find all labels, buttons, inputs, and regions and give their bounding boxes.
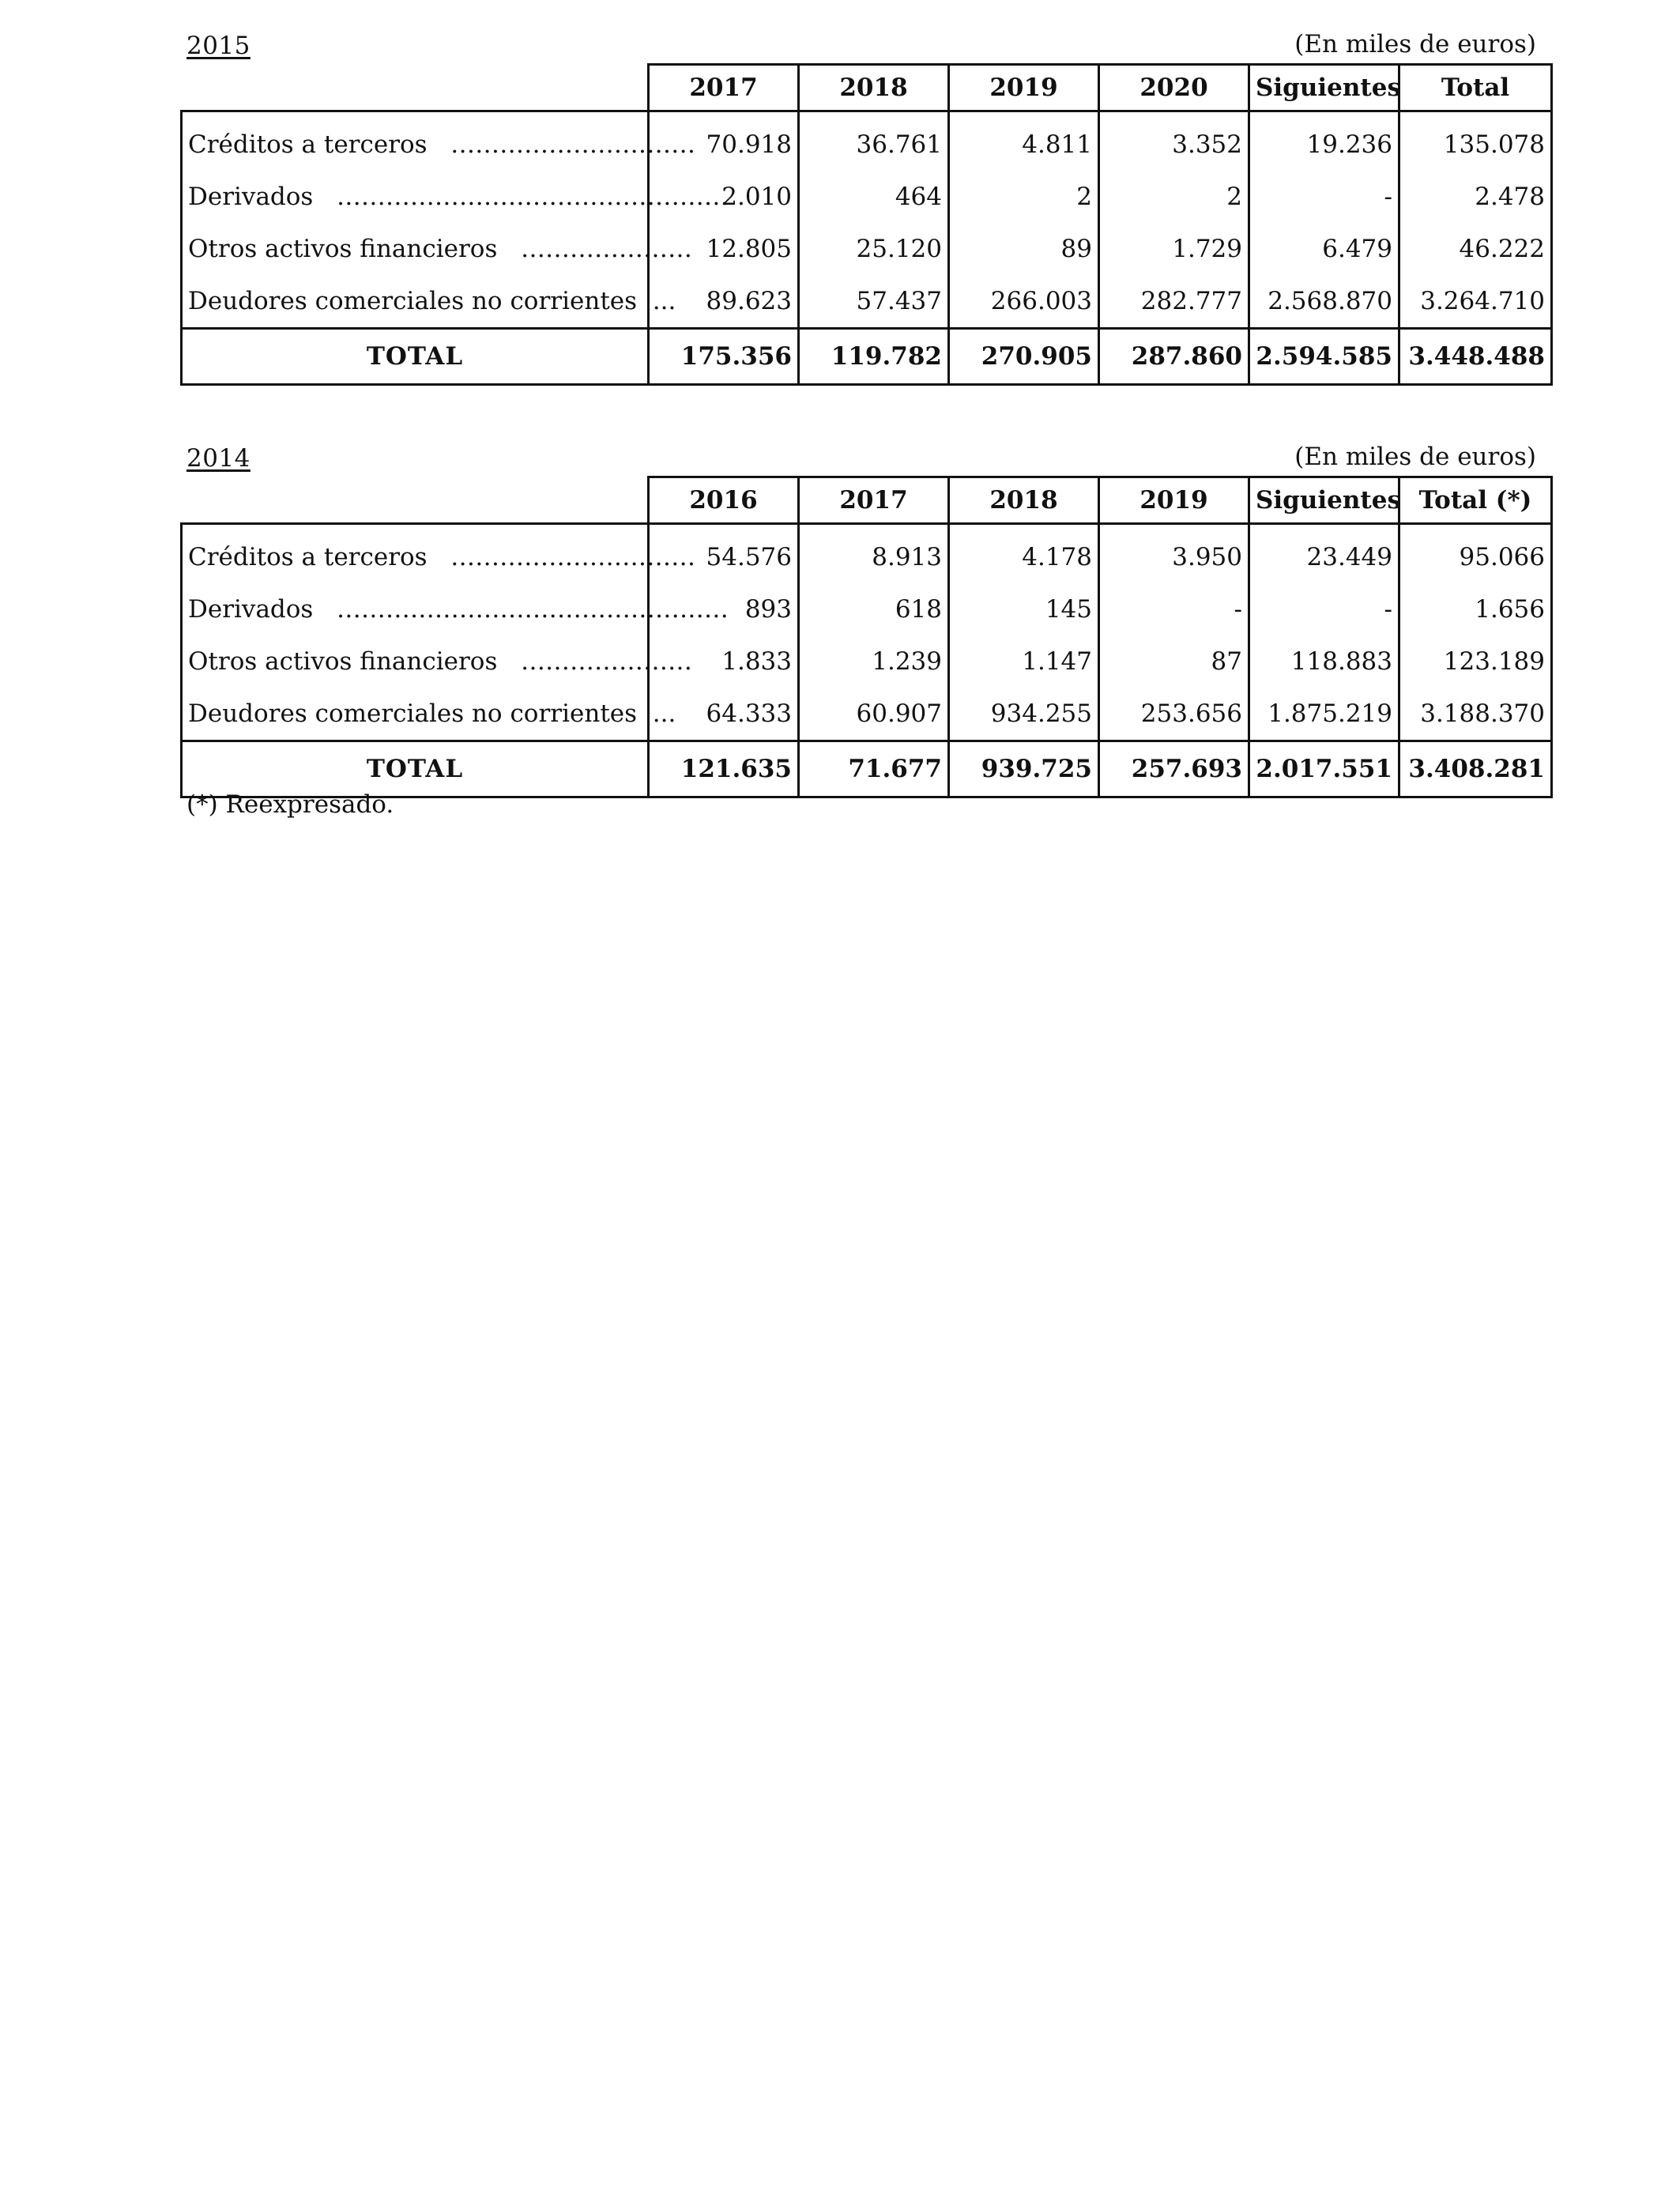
year-label: 2014 [186,444,250,473]
value-cell: 123.189 [1399,635,1552,688]
leader-dots: ………………………………………… [336,595,729,624]
value-cell: 618 [799,583,949,635]
column-header: 2017 [799,477,949,524]
total-label: TOTAL [182,741,649,797]
value-cell: 89.623 [649,275,799,329]
row-label: Otros activos financieros [188,647,498,676]
value-cell: 2 [949,171,1099,223]
value-cell: 46.222 [1399,223,1552,275]
row-label-cell [182,524,696,584]
maturity-table-2014 [180,476,1553,798]
value-cell: 1.729 [1099,223,1249,275]
table-row [182,275,1552,329]
total-row [182,741,1552,797]
column-header: Siguientes [1249,477,1399,524]
value-cell: 54.576 [649,524,799,584]
value-cell: 135.078 [1399,111,1552,172]
row-label-cell [182,688,676,741]
value-cell: 3.352 [1099,111,1249,172]
value-cell: 893 [649,583,799,635]
total-value-cell: 175.356 [649,329,799,385]
table-row [182,635,1552,688]
row-label: Créditos a terceros [188,543,428,571]
header-blank-cell [182,477,649,524]
maturity-table-section-2015 [180,32,1543,386]
total-value-cell: 71.677 [799,741,949,797]
column-header: Total (*) [1399,477,1552,524]
value-cell: 934.255 [949,688,1099,741]
value-cell: 64.333 [649,688,799,741]
value-cell: 4.178 [949,524,1099,584]
value-cell: 19.236 [1249,111,1399,172]
value-cell: 36.761 [799,111,949,172]
row-label-cell [182,171,729,223]
table-row [182,171,1552,223]
value-cell: 70.918 [649,111,799,172]
maturity-table-2015 [180,63,1553,386]
column-header: 2016 [649,477,799,524]
value-cell: 1.239 [799,635,949,688]
value-cell: 1.656 [1399,583,1552,635]
value-cell: 1.147 [949,635,1099,688]
row-label: Créditos a terceros [188,130,428,159]
value-cell: 282.777 [1099,275,1249,329]
units-label: (En miles de euros) [1294,443,1536,471]
header-blank-cell [182,65,649,111]
maturity-table-section-2014 [180,444,1543,798]
column-header: 2019 [949,65,1099,111]
value-cell: 6.479 [1249,223,1399,275]
value-cell: 25.120 [799,223,949,275]
value-cell: 118.883 [1249,635,1399,688]
leader-dots: ………………… [520,235,692,263]
column-header: Siguientes [1249,65,1399,111]
value-cell: 89 [949,223,1099,275]
leader-dots: ... [652,699,676,728]
value-cell: 1.833 [649,635,799,688]
total-value-cell: 3.408.281 [1399,741,1552,797]
year-label: 2015 [186,32,250,60]
value-cell: - [1249,171,1399,223]
value-cell: 87 [1099,635,1249,688]
table-row [182,223,1552,275]
total-row [182,329,1552,385]
leader-dots: ………………………… [450,543,696,571]
total-value-cell: 939.725 [949,741,1099,797]
value-cell: 3.188.370 [1399,688,1552,741]
value-cell: 8.913 [799,524,949,584]
value-cell: 4.811 [949,111,1099,172]
total-value-cell: 119.782 [799,329,949,385]
value-cell: 23.449 [1249,524,1399,584]
column-header: 2017 [649,65,799,111]
column-header: 2020 [1099,65,1249,111]
table-caption-row [180,444,1543,476]
leader-dots: ………………… [520,647,692,676]
table-row [182,111,1552,172]
value-cell: 95.066 [1399,524,1552,584]
row-label-cell [182,635,692,688]
row-label: Deudores comerciales no corrientes [188,699,638,728]
total-value-cell: 2.594.585 [1249,329,1399,385]
column-header: 2018 [949,477,1099,524]
total-value-cell: 121.635 [649,741,799,797]
table-row [182,524,1552,584]
column-header: Total [1399,65,1552,111]
total-value-cell: 270.905 [949,329,1099,385]
value-cell: - [1249,583,1399,635]
value-cell: 2.568.870 [1249,275,1399,329]
row-label: Derivados [188,595,314,624]
column-header: 2019 [1099,477,1249,524]
row-label-cell [182,223,692,275]
value-cell: 145 [949,583,1099,635]
row-label-cell [182,583,729,635]
value-cell: 2 [1099,171,1249,223]
table-row [182,583,1552,635]
table-caption-row [180,32,1543,63]
value-cell: 3.950 [1099,524,1249,584]
value-cell: 464 [799,171,949,223]
units-label: (En miles de euros) [1294,30,1536,58]
value-cell: 1.875.219 [1249,688,1399,741]
value-cell: 3.264.710 [1399,275,1552,329]
header-row [182,477,1552,524]
value-cell: 266.003 [949,275,1099,329]
row-label-cell [182,275,676,329]
total-label: TOTAL [182,329,649,385]
leader-dots: ... [652,287,676,315]
total-value-cell: 3.448.488 [1399,329,1552,385]
row-label: Derivados [188,183,314,211]
row-label: Deudores comerciales no corrientes [188,287,638,315]
value-cell: 12.805 [649,223,799,275]
header-row [182,65,1552,111]
footnote: (*) Reexpresado. [186,790,394,819]
row-label: Otros activos financieros [188,235,498,263]
value-cell: 2.478 [1399,171,1552,223]
row-label-cell [182,111,696,172]
value-cell: - [1099,583,1249,635]
value-cell: 57.437 [799,275,949,329]
value-cell: 253.656 [1099,688,1249,741]
total-value-cell: 257.693 [1099,741,1249,797]
value-cell: 60.907 [799,688,949,741]
table-row [182,688,1552,741]
leader-dots: ………………………… [450,130,696,159]
total-value-cell: 287.860 [1099,329,1249,385]
column-header: 2018 [799,65,949,111]
total-value-cell: 2.017.551 [1249,741,1399,797]
value-cell: 2.010 [649,171,799,223]
leader-dots: ………………………………………… [336,183,729,211]
